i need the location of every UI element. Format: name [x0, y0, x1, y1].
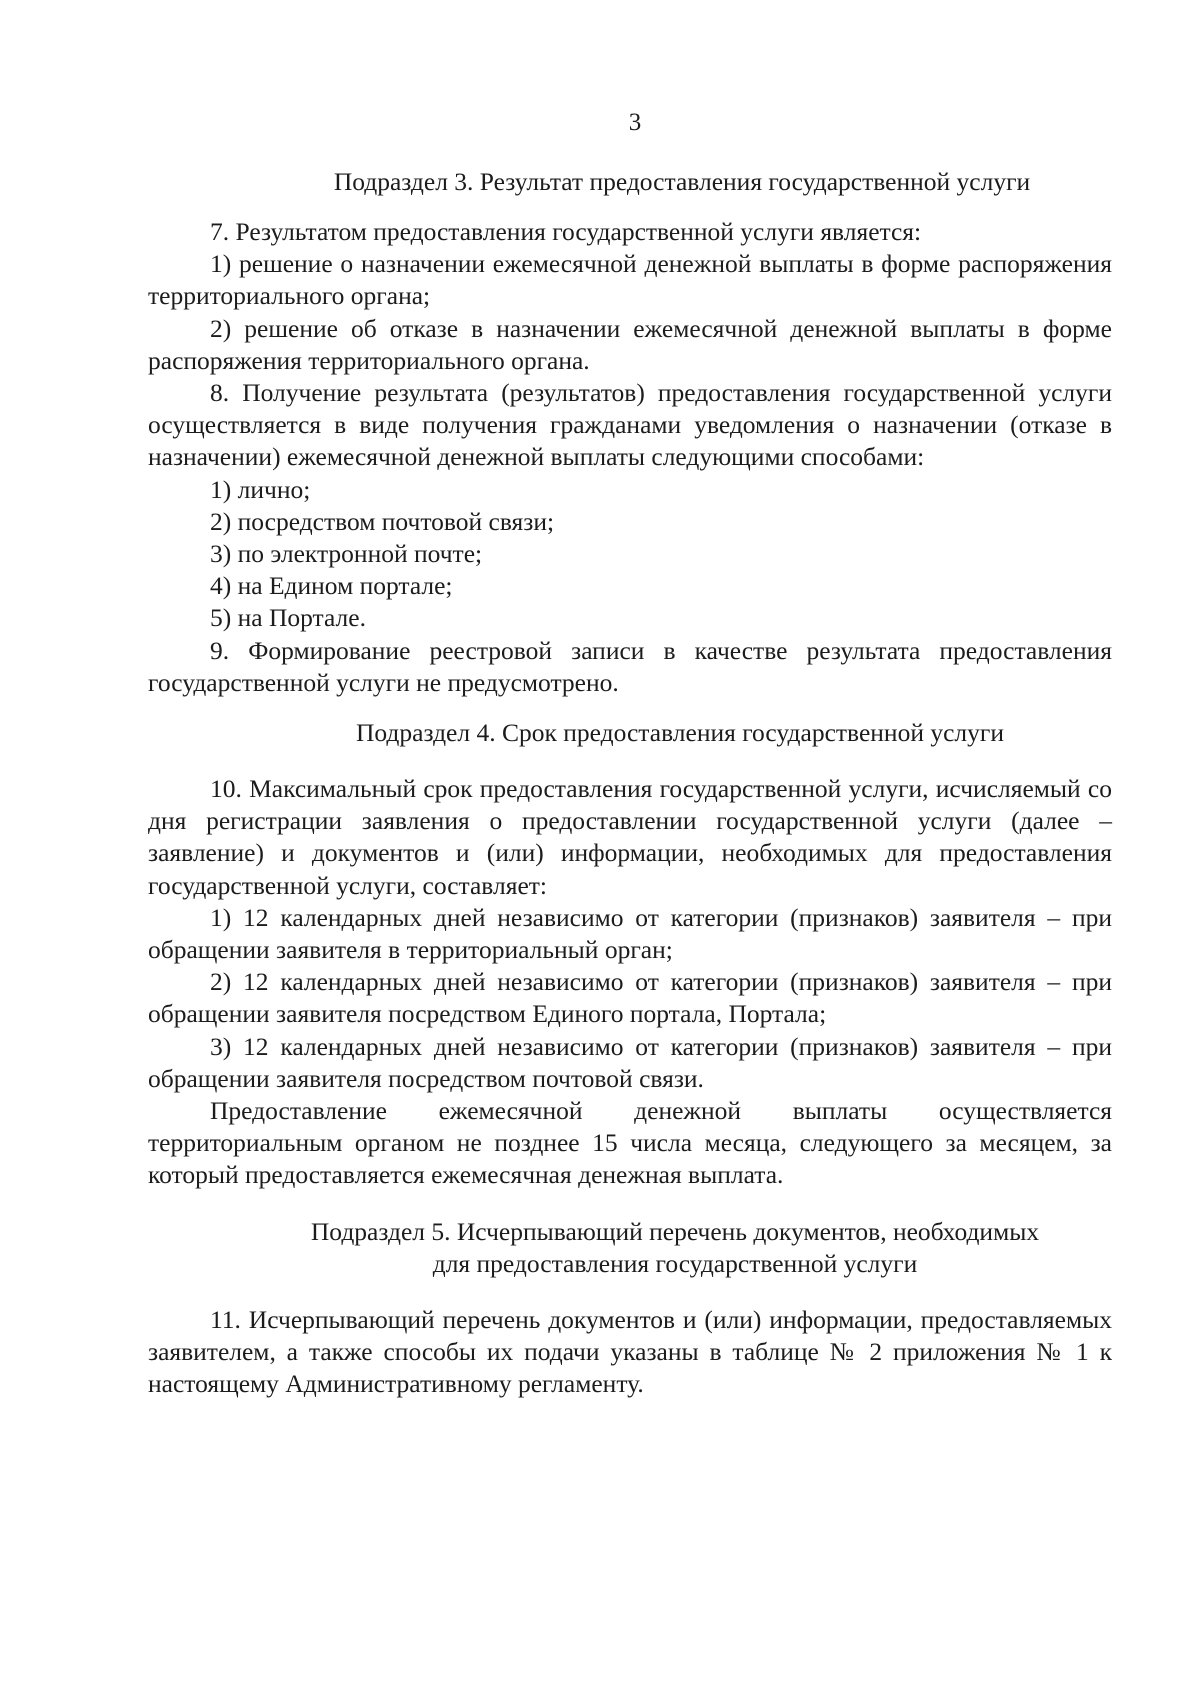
paragraph-7: 7. Результатом предоставления государственной услуги является: — [210, 217, 922, 246]
paragraph-8-item-2: 2) посредством почтовой связи; — [210, 506, 555, 536]
paragraph-8-item-5: 5) на Портале. — [210, 603, 366, 633]
paragraph-10-item-3: 3) 12 календарных дней независимо от категории (признаков) заявителя – при обращении заявителя посредством почтовой связи. — [148, 1031, 1112, 1093]
section-5 — [148, 1216, 1112, 1401]
paragraph-10: 10. Максимальный срок предоставления государственной услуги, исчисляемый со дня регистрации заявления о предоставлении государственной услуги (далее – заявление) и документов и (или) информации, необходимых для предоставления государственной услуги, составляет: — [148, 774, 1112, 900]
paragraph-10-item-1: 1) 12 календарных дней независимо от категории (признаков) заявителя – при обращении заявителя в территориальный орган; — [148, 902, 1112, 965]
paragraph-9: 9. Формирование реестровой записи в качестве результата предоставления государственной услуги не предусмотрено. — [148, 635, 1112, 697]
section-3 — [148, 166, 1112, 699]
section-5-title — [178, 1216, 1172, 1280]
document-body — [148, 166, 1112, 1400]
paragraph-8-item-3: 3) по электронной почте; — [210, 539, 483, 569]
paragraph-10-item-2: 2) 12 календарных дней независимо от категории (признаков) заявителя – при обращении заявителя посредством Единого портала, Портала; — [148, 967, 1112, 1029]
section-4 — [148, 717, 1112, 1192]
section-5-title-line-1: Подраздел 5. Исчерпывающий перечень документов, необходимых — [310, 1216, 1040, 1246]
section-5-title-line-2: для предоставления государственной услуги — [432, 1248, 918, 1278]
paragraph-7-item-1: 1) решение о назначении ежемесячной денежной выплаты в форме распоряжения территориального органа; — [148, 249, 1112, 311]
paragraph-11: 11. Исчерпывающий перечень документов и (или) информации, предоставляемых заявителем, а также способы их подачи указаны в таблице № 2 приложения № 1 к настоящему Административному регламенту. — [148, 1304, 1112, 1399]
section-3-title: Подраздел 3. Результат предоставления государственной услуги — [333, 167, 1031, 196]
paragraph-10-payment: Предоставление ежемесячной денежной выплаты осуществляется территориальным органом не позднее 15 числа месяца, следующего за месяцем, за который предоставляется ежемесячная денежная выплата. — [148, 1096, 1112, 1190]
paragraph-7-item-2: 2) решение об отказе в назначении ежемесячной денежной выплаты в форме распоряжения территориального органа. — [148, 313, 1112, 375]
paragraph-8-item-4: 4) на Едином портале; — [210, 571, 453, 601]
paragraph-8: 8. Получение результата (результатов) предоставления государственной услуги осуществляется в виде получения гражданами уведомления о назначении (отказе в назначении) ежемесячной денежной выплаты следующими способами: — [148, 378, 1112, 472]
section-4-title: Подраздел 4. Срок предоставления государственной услуги — [356, 718, 1004, 748]
paragraph-8-item-1: 1) лично; — [210, 474, 311, 504]
page-number: 3 — [628, 109, 642, 136]
